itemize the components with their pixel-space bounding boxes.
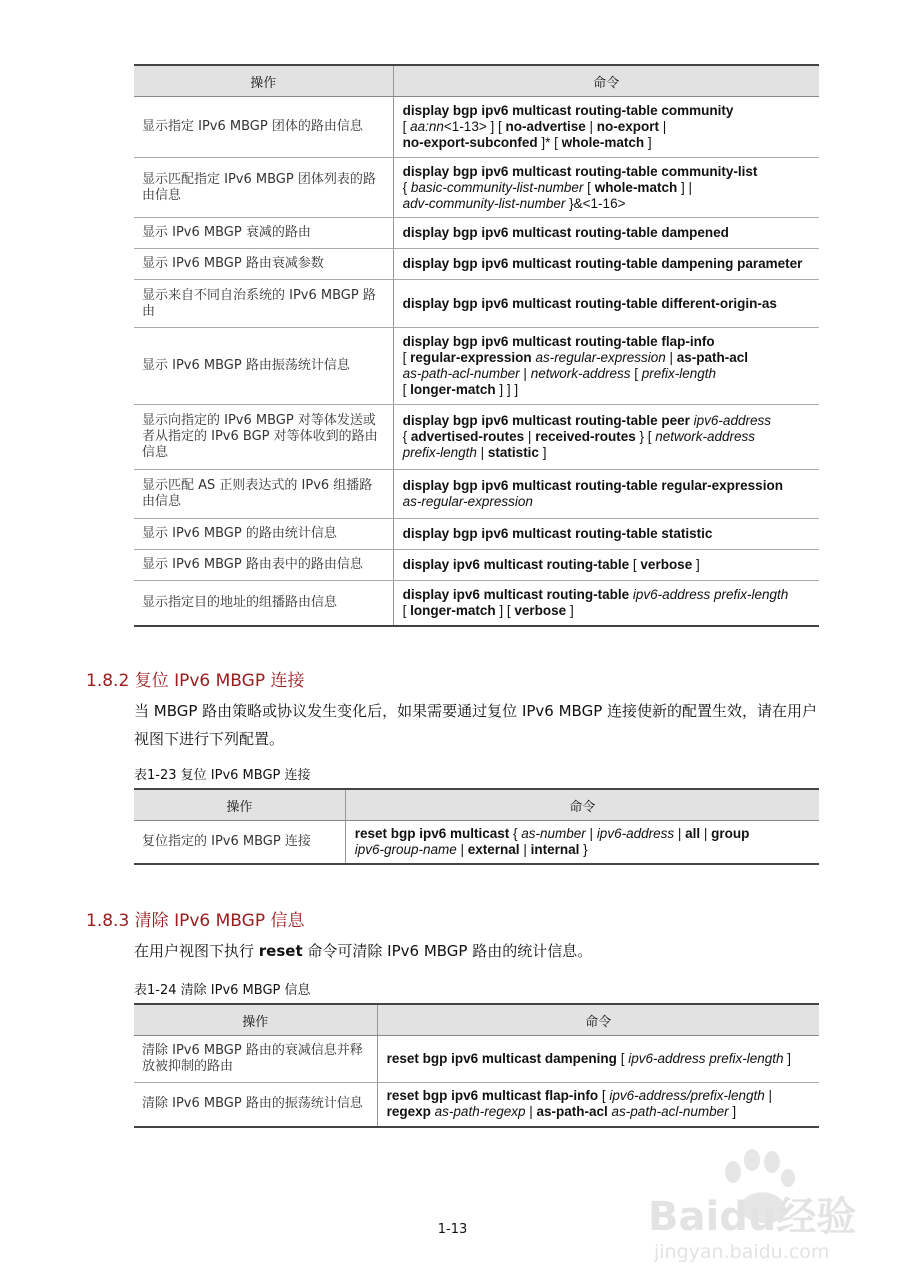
table-row-operation: 显示匹配指定 IPv6 MBGP 团体列表的路由信息	[134, 158, 393, 218]
column-header-command: 命令	[377, 1004, 819, 1036]
table-row-command: display ipv6 multicast routing-table ipv6-address prefix-length [ longer-match ] [ verbose ]	[393, 581, 819, 626]
table-caption-1-24: 表1-24 清除 IPv6 MBGP 信息	[134, 983, 311, 998]
table-row-operation: 清除 IPv6 MBGP 路由的振荡统计信息	[134, 1083, 377, 1127]
table-row-command: display bgp ipv6 multicast routing-table different-origin-as	[393, 280, 819, 328]
table-row-command: display bgp ipv6 multicast routing-table peer ipv6-address { advertised-routes | received-routes } [ network-address prefix-length | statistic ]	[393, 405, 819, 470]
section-1-8-3-paragraph	[134, 937, 819, 965]
table-row-operation: 显示向指定的 IPv6 MBGP 对等体发送或者从指定的 IPv6 BGP 对等体收到的路由信息	[134, 405, 393, 470]
table-row-command: display bgp ipv6 multicast routing-table flap-info [ regular-expression as-regular-expression | as-path-acl as-path-acl-number | network-address [ prefix-length [ longer-match ] ] ]	[393, 328, 819, 405]
table-row-operation: 复位指定的 IPv6 MBGP 连接	[134, 821, 345, 864]
table-row-operation: 显示匹配 AS 正则表达式的 IPv6 组播路由信息	[134, 470, 393, 519]
reset-connection-table	[134, 788, 819, 865]
page-number: 1-13	[437, 1222, 468, 1237]
table-row-command: reset bgp ipv6 multicast dampening [ ipv6-address prefix-length ]	[377, 1036, 819, 1083]
table-caption-1-23: 表1-23 复位 IPv6 MBGP 连接	[134, 768, 311, 783]
column-header-command: 命令	[393, 65, 819, 97]
table-row-operation: 显示 IPv6 MBGP 路由振荡统计信息	[134, 328, 393, 405]
watermark-url: jingyan.baidu.com	[654, 1241, 830, 1263]
paragraph-text: 在用户视图下执行	[134, 942, 259, 960]
column-header-operation: 操作	[134, 789, 345, 821]
column-header-operation: 操作	[134, 1004, 377, 1036]
table-row-operation: 显示 IPv6 MBGP 衰减的路由	[134, 218, 393, 249]
table-row-command: display bgp ipv6 multicast routing-table statistic	[393, 519, 819, 550]
display-commands-table	[134, 64, 819, 627]
table-row-command: display bgp ipv6 multicast routing-table dampened	[393, 218, 819, 249]
baidu-jingyan-watermark-icon	[640, 1148, 870, 1268]
table-row-command: display ipv6 multicast routing-table [ verbose ]	[393, 550, 819, 581]
section-heading-1-8-3: 1.8.3 清除 IPv6 MBGP 信息	[86, 911, 305, 931]
column-header-operation: 操作	[134, 65, 393, 97]
column-header-command: 命令	[345, 789, 819, 821]
watermark-brand: Baidu经验	[648, 1194, 857, 1240]
section-heading-1-8-2: 1.8.2 复位 IPv6 MBGP 连接	[86, 671, 305, 691]
table-row-operation: 显示 IPv6 MBGP 的路由统计信息	[134, 519, 393, 550]
table-row-operation: 显示指定 IPv6 MBGP 团体的路由信息	[134, 97, 393, 158]
table-row-operation: 显示 IPv6 MBGP 路由表中的路由信息	[134, 550, 393, 581]
table-row-command: display bgp ipv6 multicast routing-table community [ aa:nn<1-13> ] [ no-advertise | no-export | no-export-subconfed ]* [ whole-match ]	[393, 97, 819, 158]
table-row-command: display bgp ipv6 multicast routing-table community-list { basic-community-list-number [ whole-match ] | adv-community-list-number }&<1-16>	[393, 158, 819, 218]
table-row-operation: 显示来自不同自治系统的 IPv6 MBGP 路由	[134, 280, 393, 328]
table-row-command: display bgp ipv6 multicast routing-table regular-expression as-regular-expression	[393, 470, 819, 519]
table-row-command: reset bgp ipv6 multicast flap-info [ ipv6-address/prefix-length | regexp as-path-regexp | as-path-acl as-path-acl-number ]	[377, 1083, 819, 1127]
table-row-command: display bgp ipv6 multicast routing-table dampening parameter	[393, 249, 819, 280]
paragraph-text: 命令可清除 IPv6 MBGP 路由的统计信息。	[302, 942, 593, 960]
section-1-8-2-paragraph: 当 MBGP 路由策略或协议发生变化后，如果需要通过复位 IPv6 MBGP 连接使新的配置生效，请在用户视图下进行下列配置。	[134, 702, 818, 748]
table-row-operation: 显示 IPv6 MBGP 路由衰减参数	[134, 249, 393, 280]
table-row-command: reset bgp ipv6 multicast { as-number | ipv6-address | all | group ipv6-group-name | external | internal }	[345, 821, 819, 864]
reset-command-keyword: reset	[258, 942, 303, 960]
table-row-operation: 清除 IPv6 MBGP 路由的衰减信息并释放被抑制的路由	[134, 1036, 377, 1083]
table-row-operation: 显示指定目的地址的组播路由信息	[134, 581, 393, 626]
clear-info-table	[134, 1003, 819, 1128]
